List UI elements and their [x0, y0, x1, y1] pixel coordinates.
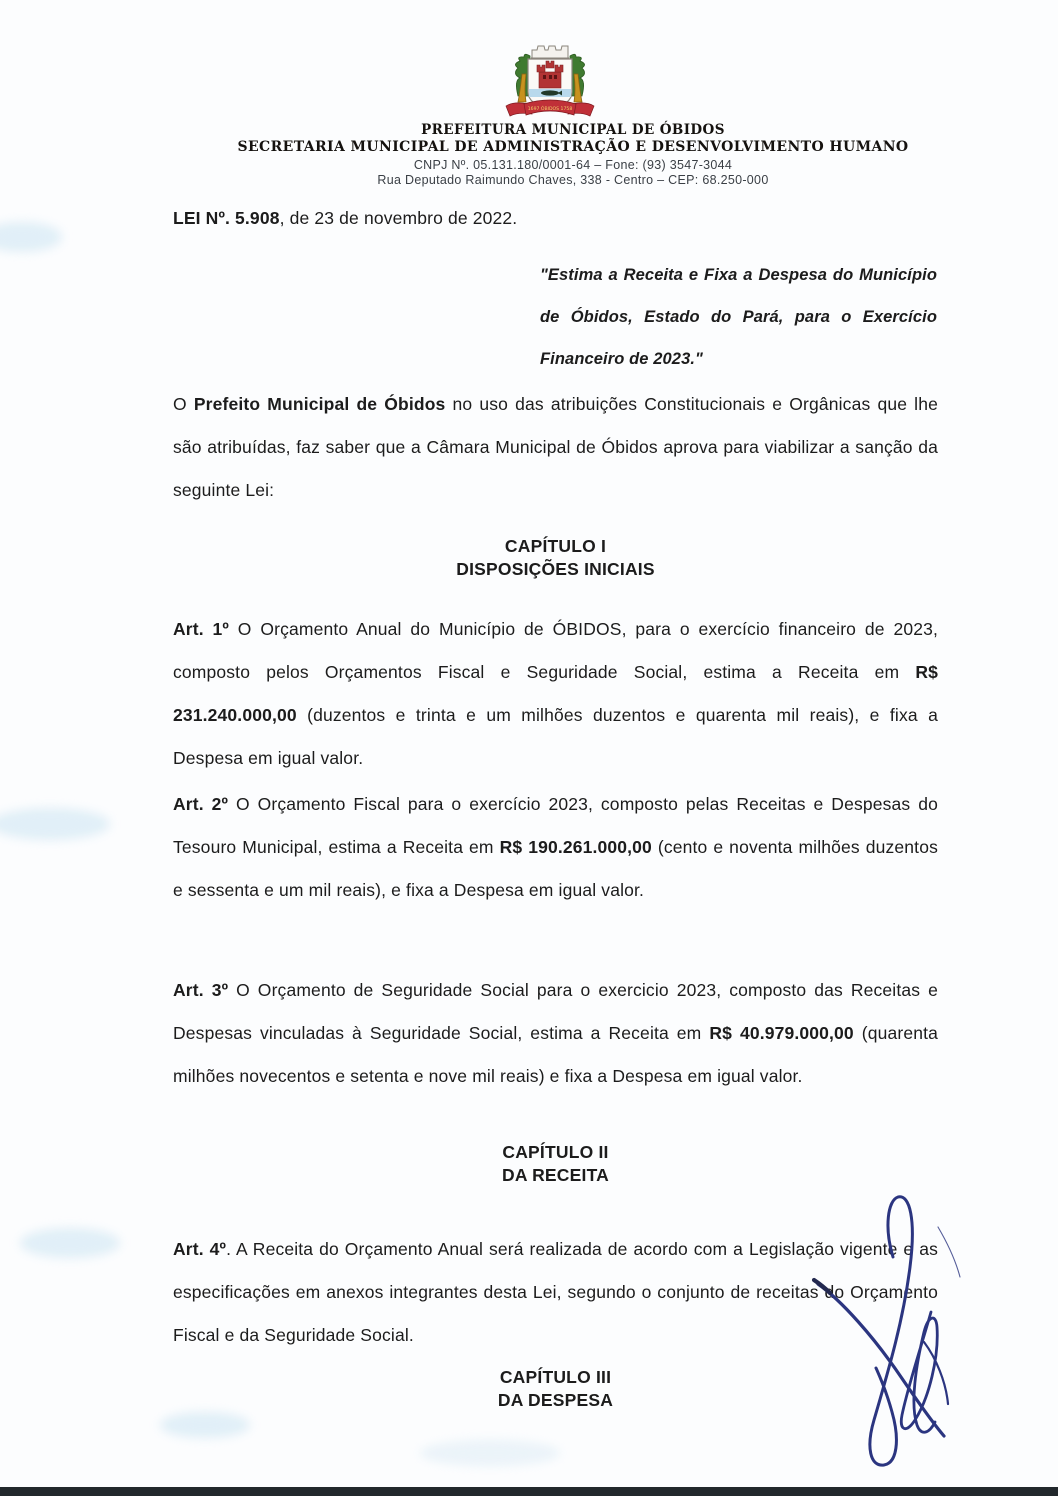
article-3-text: Art. 3º O Orçamento de Seguridade Social para o exercicio 2023, composto das Receitas e Despesas vinculadas à Seguridade Social, estima a Receita em R$ 40.979.000,00 (quarenta milhões novecentos e setenta e nove mil reais) e fixa a Despesa em igual valor. — [173, 980, 939, 1086]
chapter-2-subtitle: DA RECEITA — [502, 1165, 609, 1185]
law-preamble: O Prefeito Municipal de Óbidos no uso das atribuições Constitucionais e Orgânicas que lhe são atribuídas, faz saber que a Câmara Municipal de Óbidos aprova para viabilizar a sanção da seguinte Lei: — [173, 394, 938, 500]
scan-smudge — [160, 1412, 250, 1438]
scan-bottom-edge — [0, 1487, 1058, 1496]
law-number-line: LEI Nº. 5.908, de 23 de novembro de 2022. — [173, 208, 518, 228]
article-4-text: Art. 4º. A Receita do Orçamento Anual será realizada de acordo com a Legislação vigente e as especificações em anexos integrantes desta Lei, segundo o conjunto de receitas do Orçamento Fiscal e da Seguridade Social. — [173, 1239, 938, 1345]
letterhead-org-name: PREFEITURA MUNICIPAL DE ÓBIDOS — [421, 122, 725, 138]
article-2-text: Art. 2º O Orçamento Fiscal para o exercício 2023, composto pelas Receitas e Despesas do Tesouro Municipal, estima a Receita em R$ 190.261.000,00 (cento e noventa milhões duzentos e sessenta e um mil reais), e fixa a Despesa em igual valor. — [173, 794, 938, 900]
chapter-3-title: CAPÍTULO III — [499, 1367, 612, 1387]
chapter-1-heading — [173, 535, 938, 581]
chapter-1-subtitle: DISPOSIÇÕES INICIAIS — [456, 559, 655, 579]
letterhead-cnpj-phone: CNPJ Nº. 05.131.180/0001-64 – Fone: (93) 3547-3044 — [413, 158, 733, 172]
chapter-2-title: CAPÍTULO II — [502, 1142, 609, 1162]
scan-smudge — [0, 808, 110, 840]
scan-smudge — [0, 222, 62, 252]
scan-smudge — [420, 1440, 560, 1466]
chapter-3-heading — [173, 1366, 938, 1412]
law-epigraph: "Estima a Receita e Fixa a Despesa do Município de Óbidos, Estado do Pará, para o Exercício Financeiro de 2023." — [540, 266, 937, 368]
obidos-coat-of-arms-icon — [484, 44, 616, 128]
letterhead-address: Rua Deputado Raimundo Chaves, 338 - Centro – CEP: 68.250-000 — [377, 173, 769, 187]
crest-ribbon-text: 1697 ÓBIDOS 1758 — [527, 107, 573, 112]
crest-crown — [532, 46, 568, 58]
article-1-text: Art. 1º O Orçamento Anual do Município de ÓBIDOS, para o exercício financeiro de 2023, composto pelos Orçamentos Fiscal e Seguridade Social, estima a Receita em R$ 231.240.000,00 (duzentos e trinta e um milhões duzentos e quarenta mil reais), e fixa a Despesa em igual valor. — [173, 619, 938, 768]
letterhead-secretariat: SECRETARIA MUNICIPAL DE ADMINISTRAÇÃO E DESENVOLVIMENTO HUMANO — [237, 139, 909, 155]
chapter-3-subtitle: DA DESPESA — [497, 1390, 614, 1410]
chapter-1-title: CAPÍTULO I — [504, 536, 607, 556]
chapter-2-heading — [173, 1141, 938, 1187]
scan-smudge — [20, 1228, 120, 1258]
